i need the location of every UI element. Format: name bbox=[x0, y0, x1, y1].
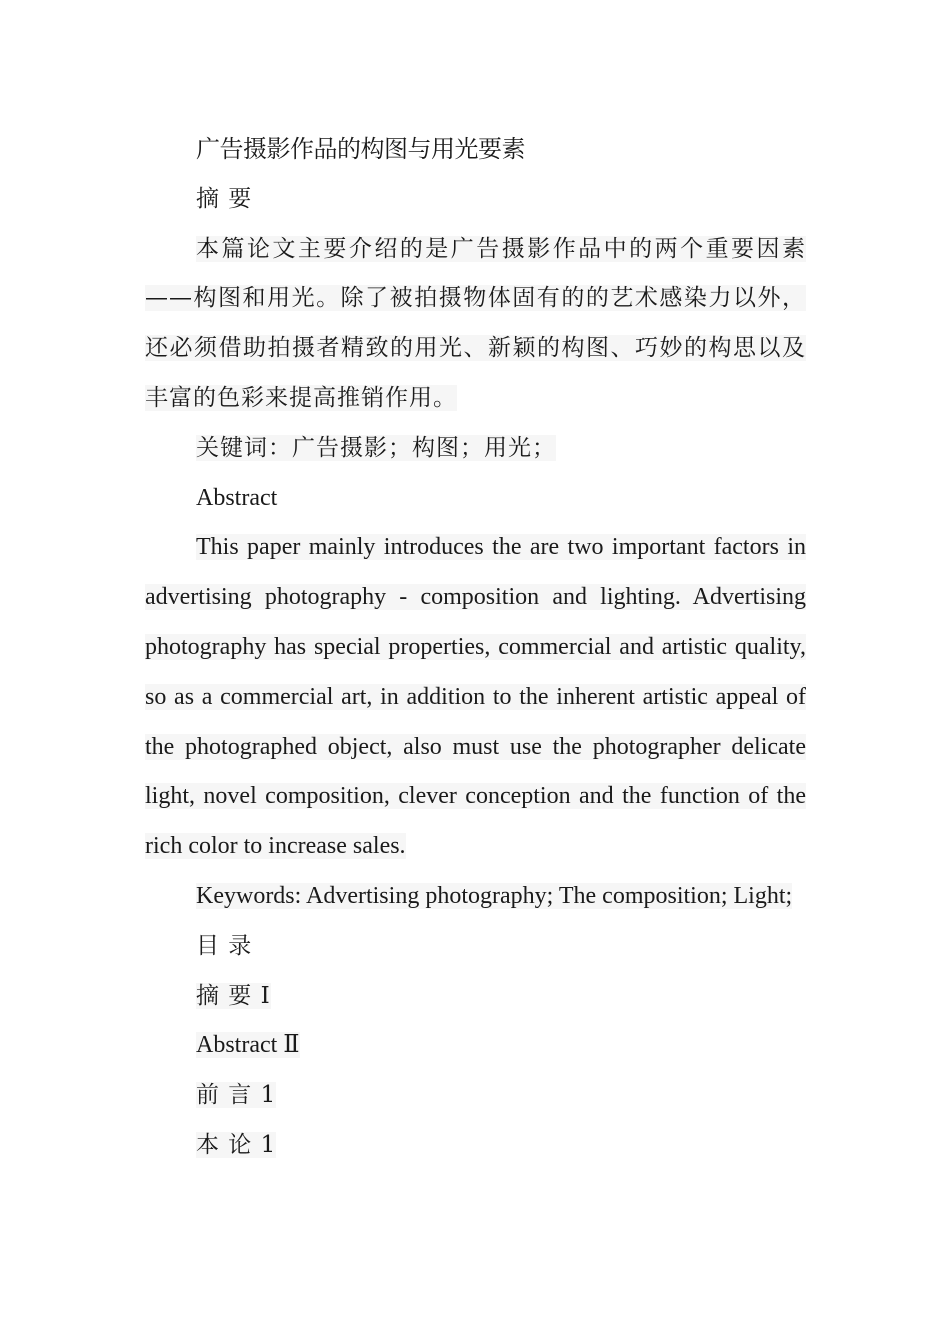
toc-entry-abstract-cn[interactable]: 摘 要 Ⅰ bbox=[196, 982, 271, 1009]
abstract-body-cn-text: 本篇论文主要介绍的是广告摄影作品中的两个重要因素——构图和用光。除了被拍摄物体固有的的艺术感染力以外，还必须借助拍摄者精致的用光、新颖的构图、巧妙的构思以及丰富的色彩来提高推销作用。 bbox=[145, 235, 806, 411]
document-title: 广告摄影作品的构图与用光要素 bbox=[196, 135, 525, 163]
abstract-body-en-text: This paper mainly introduces the are two important factors in advertising photography - composition and lighting. Advertising photography has special properties, commercial and artistic quality, so as a commercial art, in addition to the inherent artistic appeal of the photographed object, also must use the photographer delicate light, novel composition, clever conception and the function of the rich color to increase sales. bbox=[145, 534, 806, 860]
toc-entry-abstract-en[interactable]: Abstract Ⅱ bbox=[196, 1032, 300, 1059]
toc-entry[interactable] bbox=[145, 1121, 806, 1171]
keywords-en bbox=[145, 872, 806, 922]
toc-entry[interactable] bbox=[145, 1071, 806, 1121]
keywords-en-text: Keywords: Advertising photography; The composition; Light; bbox=[196, 882, 793, 909]
abstract-heading-en bbox=[145, 474, 806, 524]
toc-entry-main-body[interactable]: 本 论 1 bbox=[196, 1131, 277, 1158]
keywords-cn bbox=[145, 424, 806, 474]
abstract-body-en bbox=[145, 523, 806, 872]
toc-heading bbox=[145, 922, 806, 972]
toc-heading-text: 目 录 bbox=[196, 932, 253, 959]
toc-entry[interactable] bbox=[145, 972, 806, 1022]
document-page bbox=[145, 125, 806, 1171]
keywords-cn-text: 关键词：广告摄影；构图；用光； bbox=[196, 434, 556, 461]
toc-entry[interactable] bbox=[145, 1021, 806, 1071]
abstract-body-cn bbox=[145, 225, 806, 424]
abstract-heading-en-text: Abstract bbox=[196, 484, 278, 511]
toc-entry-preface[interactable]: 前 言 1 bbox=[196, 1082, 277, 1109]
abstract-heading-cn-text: 摘 要 bbox=[196, 185, 253, 212]
abstract-heading-cn bbox=[145, 175, 806, 225]
